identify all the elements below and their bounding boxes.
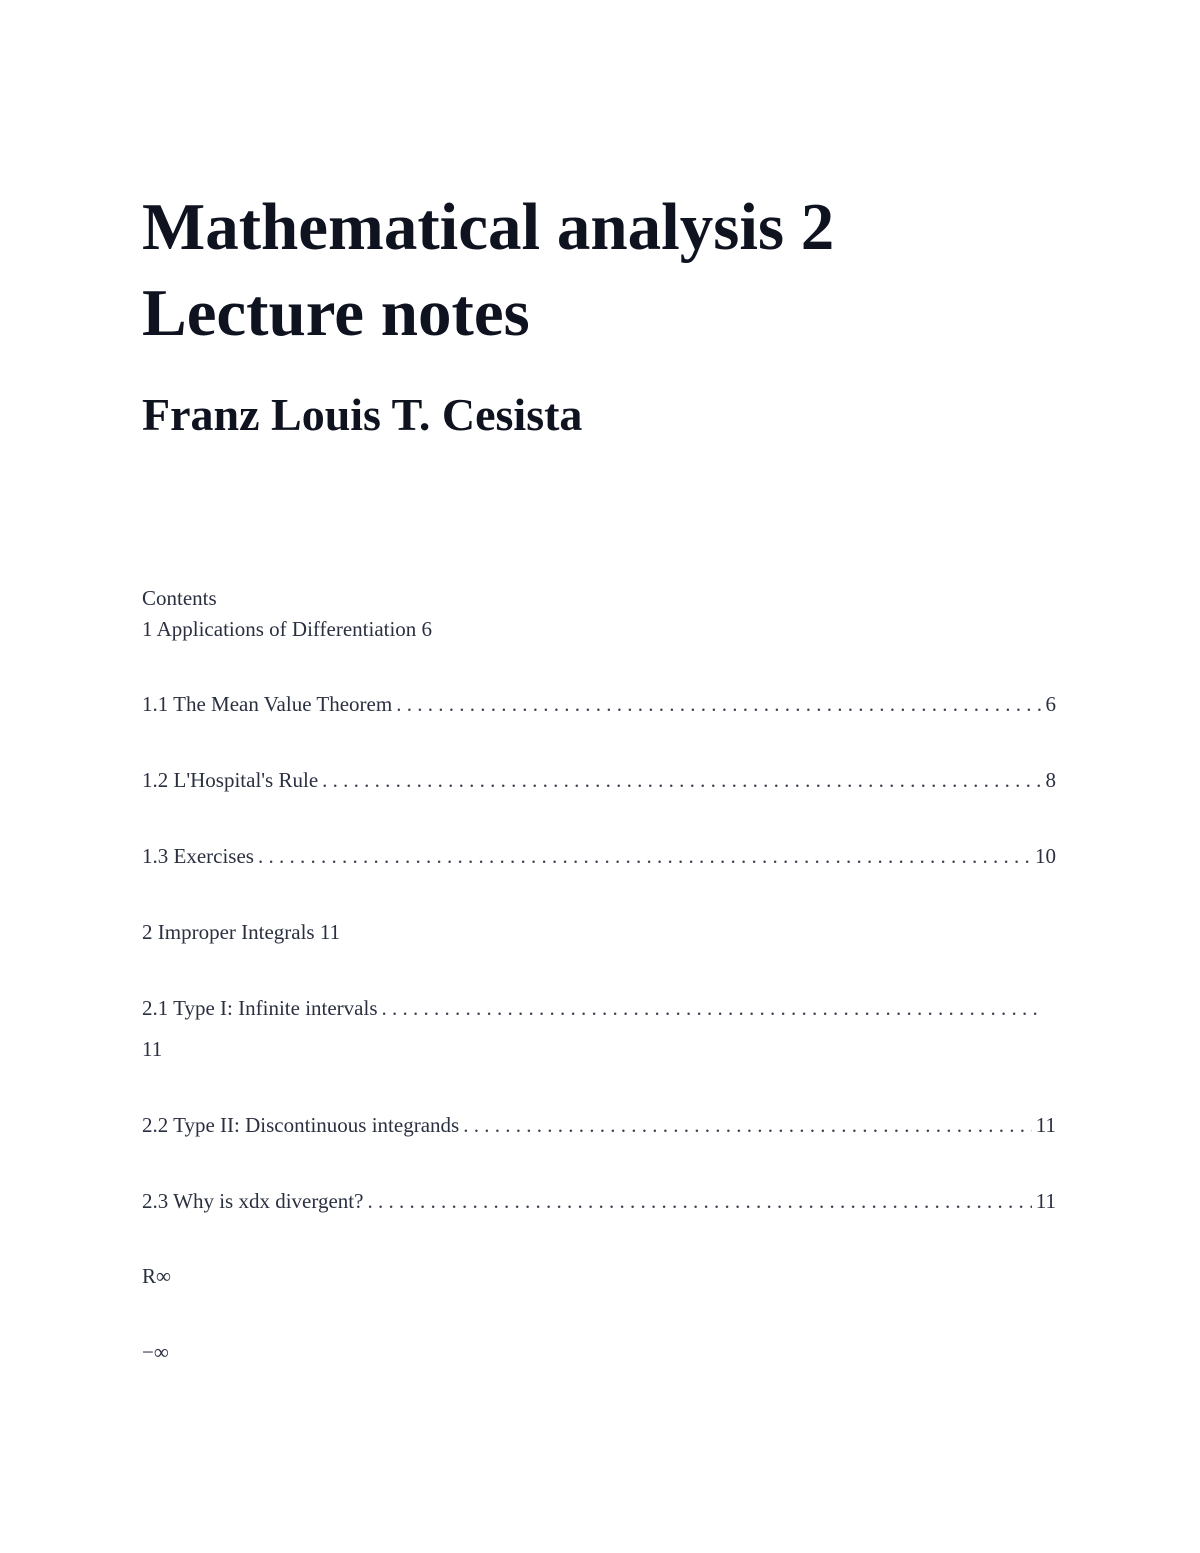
integral-fragment-upper: R∞ <box>142 1264 171 1288</box>
toc-entry-label: 2.2 Type II: Discontinuous integrands <box>142 1113 460 1137</box>
toc-entry-label: 1.2 L'Hospital's Rule <box>142 768 319 792</box>
toc-entry-page: 11 <box>142 1037 163 1061</box>
toc-entry-1-2 <box>142 766 1056 794</box>
toc-entry-1-1 <box>142 690 1056 718</box>
toc-entry-1-3 <box>142 842 1056 870</box>
toc-entry-page: 6 <box>1045 692 1056 716</box>
toc-entry-page: 11 <box>1035 1189 1056 1213</box>
document-title: Mathematical analysis 2 Lecture notes <box>142 190 835 350</box>
toc-chapter-1: 1 Applications of Differentiation 6 <box>142 617 433 641</box>
toc-entry-label: 1.1 The Mean Value Theorem <box>142 692 393 716</box>
toc-chapter-2: 2 Improper Integrals 11 <box>142 920 341 944</box>
toc-dot-leader <box>396 690 1041 718</box>
toc-entry-page: 8 <box>1045 768 1056 792</box>
toc-dot-leader <box>367 1187 1031 1215</box>
toc-dot-leader <box>322 766 1041 794</box>
contents-heading: Contents <box>142 586 217 610</box>
document-author: Franz Louis T. Cesista <box>142 389 583 440</box>
toc-entry-label: 2.3 Why is xdx divergent? <box>142 1189 364 1213</box>
toc-entry-2-2 <box>142 1111 1056 1139</box>
toc-dot-leader <box>463 1111 1032 1139</box>
toc-entry-page: 11 <box>1035 1113 1056 1137</box>
integral-fragment-lower: −∞ <box>142 1340 169 1364</box>
toc-dot-leader <box>258 842 1031 870</box>
toc-entry-2-3 <box>142 1187 1056 1215</box>
toc-entry-2-1 <box>142 994 1042 1022</box>
toc-entry-label: 1.3 Exercises <box>142 844 254 868</box>
toc-entry-page: 10 <box>1035 844 1056 868</box>
toc-dot-leader <box>382 994 1038 1022</box>
toc-entry-label: 2.1 Type I: Infinite intervals <box>142 996 378 1020</box>
